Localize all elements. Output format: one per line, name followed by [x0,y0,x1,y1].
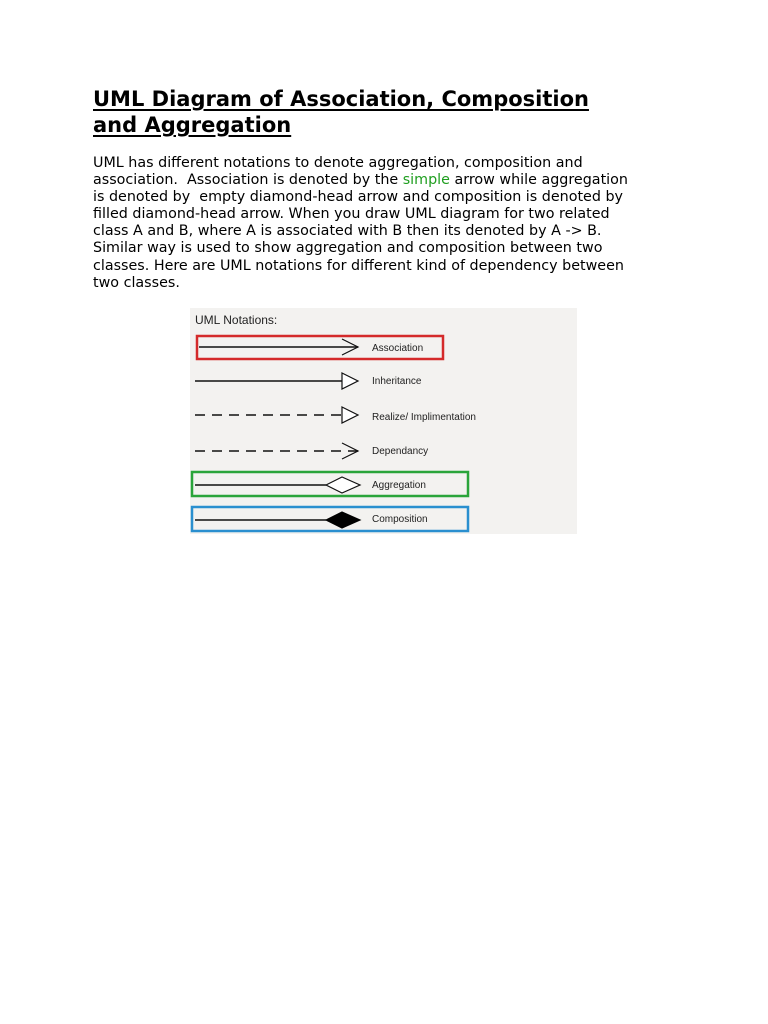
title-line-1: UML Diagram of Association, Composition [93,87,589,111]
paragraph-line: Similar way is used to show aggregation and composition between two [93,240,603,257]
paragraph-text: arrow while aggregation [449,172,628,189]
filled-diamond-head-icon [326,512,360,528]
notation-association [197,336,443,359]
paragraph-text: association. Association is denoted by the [93,172,403,189]
notation-label: Dependancy [372,446,429,457]
notation-label: Composition [372,514,428,525]
notation-label: Aggregation [372,480,426,491]
notation-aggregation [192,472,468,496]
figure-heading: UML Notations: [195,313,278,327]
paragraph-line [93,172,693,189]
uml-notations-figure [190,308,577,534]
paragraph-line: UML has different notations to denote aggregation, composition and [93,155,583,171]
hollow-triangle-head-icon [342,373,358,389]
intro-paragraph [93,155,693,292]
highlighted-word: simple [402,172,450,189]
notation-label: Inheritance [372,376,422,387]
paragraph-line: two classes. [93,274,180,291]
hollow-diamond-head-icon [326,477,360,493]
paragraph-line: is denoted by empty diamond-head arrow and composition is denoted by [93,189,624,206]
paragraph-line: class A and B, where A is associated with B then its denoted by A -> B. [93,223,602,240]
document-title [93,86,693,138]
notation-dependency [195,443,428,459]
uml-notations-diagram [190,308,577,534]
paragraph-line: classes. Here are UML notations for different kind of dependency between [93,257,624,274]
notation-label: Association [372,343,424,354]
notation-composition [192,507,468,531]
paragraph-line: filled diamond-head arrow. When you draw UML diagram for two related [93,206,610,223]
notation-realization [195,407,476,423]
notation-label: Realize/ Implimentation [372,412,476,423]
title-line-2: and Aggregation [93,113,292,137]
notation-inheritance [195,373,422,389]
hollow-triangle-head-icon [342,407,358,423]
